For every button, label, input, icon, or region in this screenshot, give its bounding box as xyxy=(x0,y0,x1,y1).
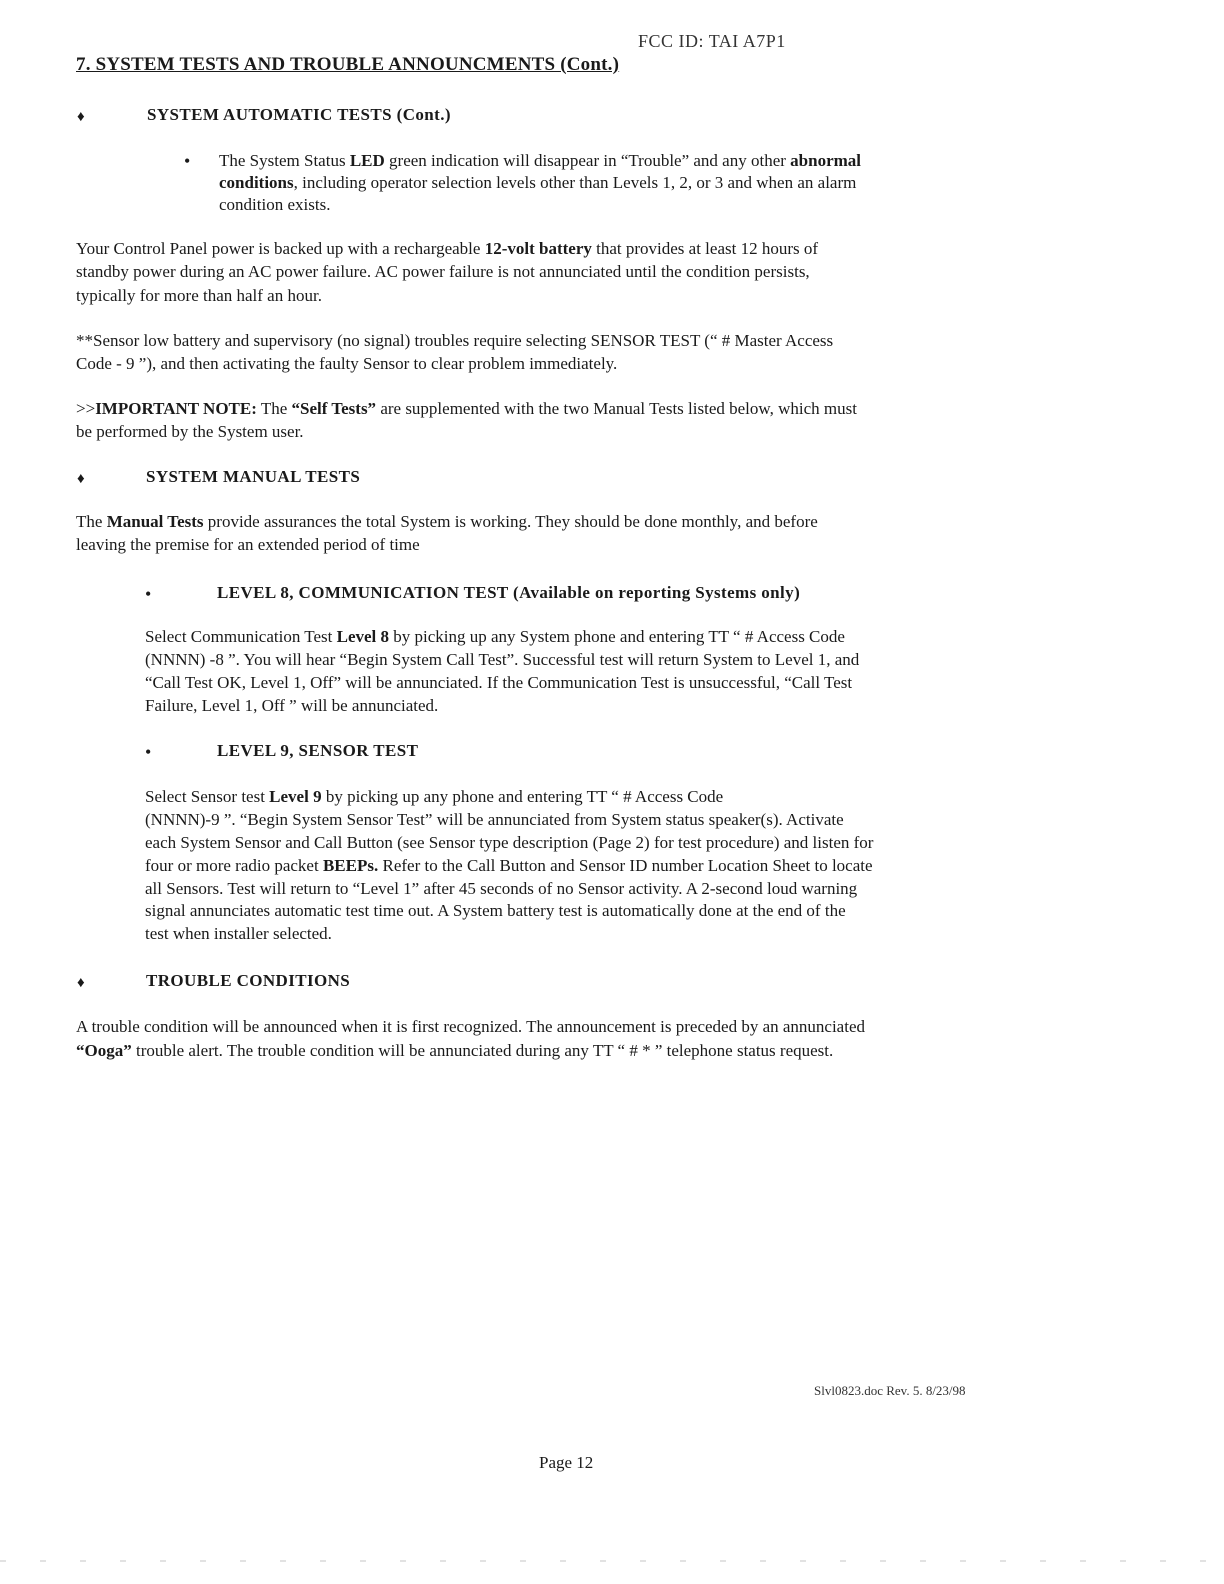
round-bullet-icon: • xyxy=(184,151,191,171)
sensor-note-line2: Code - 9 ”), and then activating the faulty Sensor to clear problem immediately. xyxy=(76,354,618,373)
level8-line3: “Call Test OK, Level 1, Off” will be annunciated. If the Communication Test is unsuccessful, “Call Test xyxy=(145,673,853,692)
round-bullet-icon: • xyxy=(145,742,152,762)
page-number: Page 12 xyxy=(539,1453,594,1472)
scan-artifact-line xyxy=(0,1560,1224,1562)
level8-line1: Select Communication Test Level 8 by picking up any System phone and entering TT “ # Access Code xyxy=(145,627,845,646)
level8-line2: (NNNN) -8 ”. You will hear “Begin System Call Test”. Successful test will return System to Level 1, and xyxy=(145,650,860,669)
page-title: 7. SYSTEM TESTS AND TROUBLE ANNOUNCMENTS (Cont.) xyxy=(76,54,620,75)
trouble-line1: A trouble condition will be announced when it is first recognized. The announcement is preceded by an annunciated xyxy=(76,1017,865,1036)
sensor-note-line1: **Sensor low battery and supervisory (no signal) troubles require selecting SENSOR TEST (“ # Master Access xyxy=(76,331,834,350)
level9-line2: (NNNN)-9 ”. “Begin System Sensor Test” will be annunciated from System status speaker(s). Activate xyxy=(145,810,844,829)
level9-line3: each System Sensor and Call Button (see Sensor type description (Page 2) for test procedure) and listen for xyxy=(145,833,874,852)
diamond-bullet-icon: ♦ xyxy=(77,975,85,991)
important-note-line1: >>IMPORTANT NOTE: The “Self Tests” are supplemented with the two Manual Tests listed below, which must xyxy=(76,399,857,418)
level8-line4: Failure, Level 1, Off ” will be annunciated. xyxy=(145,696,439,715)
auto-tests-item-line3: condition exists. xyxy=(219,195,331,214)
auto-tests-item-line2: conditions, including operator selection levels other than Levels 1, 2, or 3 and when an alarm xyxy=(219,173,857,192)
trouble-heading: TROUBLE CONDITIONS xyxy=(146,971,351,990)
level9-line7: test when installer selected. xyxy=(145,924,332,943)
manual-tests-intro-line2: leaving the premise for an extended period of time xyxy=(76,535,420,554)
auto-tests-item-line1: The System Status LED green indication will disappear in “Trouble” and any other abnormal xyxy=(219,151,861,170)
battery-para-line2: standby power during an AC power failure. AC power failure is not annunciated until the condition persists, xyxy=(76,262,810,281)
level9-line4: four or more radio packet BEEPs. Refer to the Call Button and Sensor ID number Location Sheet to locate xyxy=(145,856,873,875)
diamond-bullet-icon: ♦ xyxy=(77,471,85,487)
level9-line1: Select Sensor test Level 9 by picking up any phone and entering TT “ # Access Code xyxy=(145,787,724,806)
level9-line6: signal annunciates automatic test time out. A System battery test is automatically done at the end of the xyxy=(145,901,846,920)
important-note-line2: be performed by the System user. xyxy=(76,422,304,441)
level9-line5: all Sensors. Test will return to “Level 1” after 45 seconds of no Sensor activity. A 2-second loud warning xyxy=(145,879,858,898)
doc-reference: Slvl0823.doc Rev. 5. 8/23/98 xyxy=(814,1383,966,1398)
level8-heading: LEVEL 8, COMMUNICATION TEST (Available on reporting Systems only) xyxy=(217,583,801,602)
fcc-id: FCC ID: TAI A7P1 xyxy=(638,31,786,51)
battery-para-line1: Your Control Panel power is backed up with a rechargeable 12-volt battery that provides at least 12 hours of xyxy=(76,239,819,258)
manual-tests-intro-line1: The Manual Tests provide assurances the total System is working. They should be done monthly, and before xyxy=(76,512,818,531)
round-bullet-icon: • xyxy=(145,584,152,604)
auto-tests-heading: SYSTEM AUTOMATIC TESTS (Cont.) xyxy=(147,105,451,124)
level9-heading: LEVEL 9, SENSOR TEST xyxy=(217,741,419,760)
manual-tests-heading: SYSTEM MANUAL TESTS xyxy=(146,467,361,486)
battery-para-line3: typically for more than half an hour. xyxy=(76,286,322,305)
diamond-bullet-icon: ♦ xyxy=(77,109,85,125)
trouble-line2: “Ooga” trouble alert. The trouble condition will be annunciated during any TT “ # * ” telephone status request. xyxy=(76,1041,834,1060)
